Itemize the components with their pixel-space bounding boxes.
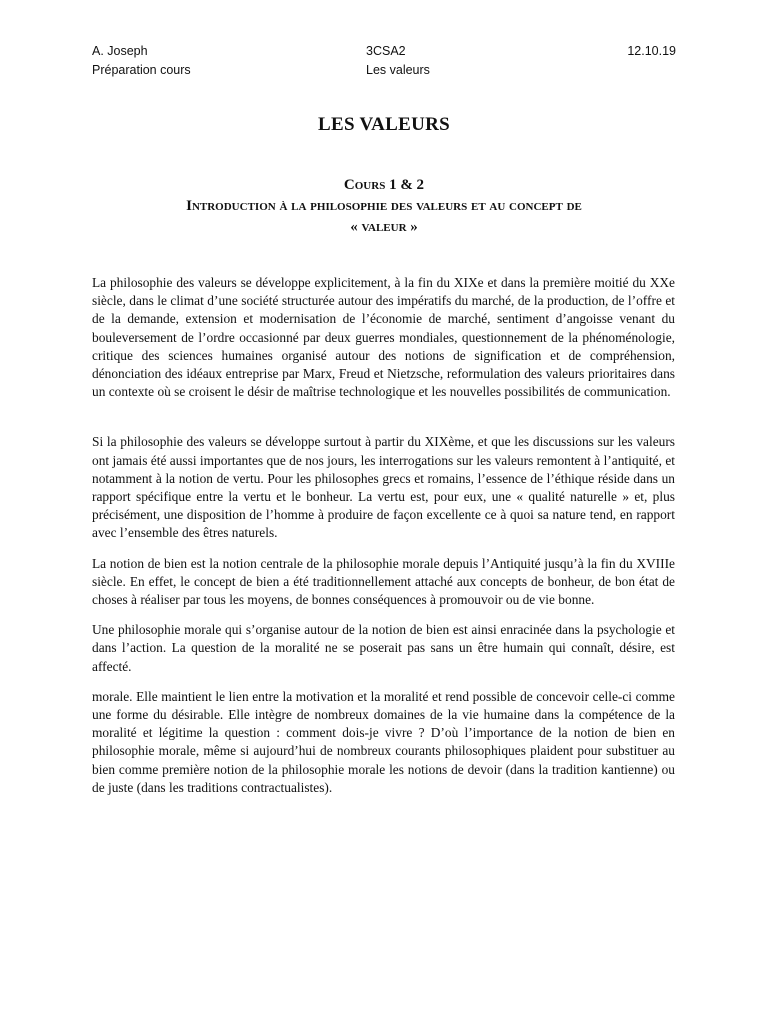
document-date: 12.10.19 [627, 44, 676, 58]
paragraph: Si la philosophie des valeurs se développe surtout à partir du XIXème, et que les discussions sur les valeurs ont jamais été aussi importantes que de nos jours, les interrogations sur les valeurs remontent à l’antiquité, et notamment à la notion de vertu. Pour les philosophes grecs et romains, l’essence de l’éthique réside dans un rapport spécifique entre la vertu et le bonheur. La vertu est, pour eux, une « qualité naturelle » et, plus précisément, une disposition de l’homme à produire de façon excellente ce à quoi sa nature tend, en rapport avec l’ensemble des êtres naturels. [92, 434, 675, 541]
paragraph: La philosophie des valeurs se développe explicitement, à la fin du XIXe et dans la première moitié du XXe siècle, dans le climat d’une société structurée autour des impératifs du marché, de la production, de l’offre et de la demande, extension et modernisation de l’économie de marché, sentiment d’angoisse venant du bouleversement de l’ordre occasionné par deux guerres mondiales, questionnement de la phénoménologie, critique des sciences humaines organisé autour des notions de signification et de compréhension, dénonciation des idéaux entreprise par Marx, Freud et Nietzsche, reformulation des valeurs prioritaires dans un contexte où se croisent le désir de maîtrise technologique et les nouvelles possibilités de communication. [92, 275, 675, 400]
paragraph: La notion de bien est la notion centrale de la philosophie morale depuis l’Antiquité jusqu’à la fin du XVIIIe siècle. En effet, le concept de bien a été traditionnellement attaché aux concepts de bonheur, de bon état de choses à réaliser par tous les moyens, de bonnes conséquences à promouvoir ou de vie bonne. [92, 555, 675, 608]
course-topic-line1: Introduction à la philosophie des valeurs et au concept de [186, 198, 582, 214]
author-name: A. Joseph [92, 44, 148, 58]
course-topic-line2: « valeur » [350, 219, 418, 235]
paragraph: morale. Elle maintient le lien entre la motivation et la moralité et rend possible de concevoir celle-ci comme une forme du désirable. Elle intègre de nombreux domaines de la vie humaine dans la compétence de la moralité et légitime la question : comment dois-je vivre ? D’où l’importance de la notion de bien en philosophie morale, même si aujourd’hui de nombreux courants philosophiques plaident pour substituer au bien comme première notion de la philosophie morale les notions de devoir (dans la tradition kantienne) ou de juste (dans les traditions contractualistes). [92, 688, 675, 795]
page-header [92, 42, 676, 80]
header-center-subtitle: Les valeurs [366, 63, 430, 77]
page-title: LES VALEURS [318, 114, 450, 135]
course-number: Cours 1 & 2 [343, 177, 425, 193]
document-body [92, 274, 675, 809]
class-code: 3CSA2 [366, 44, 406, 58]
header-left-subtitle: Préparation cours [92, 63, 191, 77]
course-subtitle [110, 175, 658, 238]
paragraph: Une philosophie morale qui s’organise autour de la notion de bien est ainsi enracinée dans la psychologie et dans l’action. La question de la moralité ne se poserait pas sans un être humain qui connaît, désire, est affecté. [92, 622, 675, 674]
